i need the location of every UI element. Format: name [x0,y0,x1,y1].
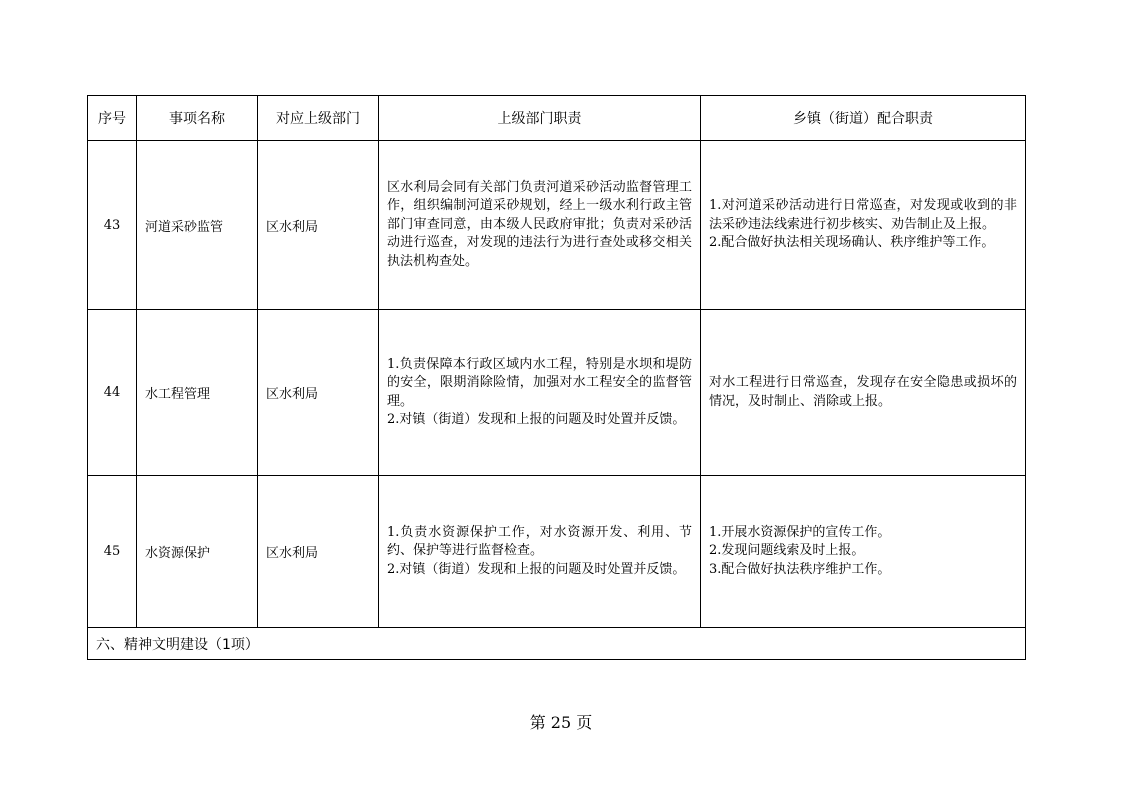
item-name: 河道采砂监管 [137,141,258,310]
section-row [88,628,1026,660]
town-duty-cell [701,476,1026,628]
dept-duty-text: 区水利局会同有关部门负责河道采砂活动监督管理工作，组织编制河道采砂规划，经上一级水利行政主管部门审查同意，由本级人民政府审批；负责对采砂活动进行巡查，对发现的违法行为进行查处或移交相关执法机构查处。 [387,179,692,269]
town-duty-cell [701,310,1026,476]
dept-duty-cell [379,141,701,310]
town-duty-text: 对水工程进行日常巡查，发现存在安全隐患或损坏的情况，及时制止、消除或上报。 [709,375,1017,409]
section-heading: 六、精神文明建设（1项） [88,628,1026,660]
header-name: 事项名称 [137,96,258,141]
town-duty-cell [701,141,1026,310]
dept-duty-cell [379,476,701,628]
table-row [88,310,1026,476]
page-number: 第 25 页 [529,713,593,732]
table-row [88,141,1026,310]
dept-duty-text: 1.负责保障本行政区域内水工程，特别是水坝和堤防的安全，限期消除险情，加强对水工程安全的监督管理。 2.对镇（街道）发现和上报的问题及时处置并反馈。 [387,356,692,427]
row-number: 43 [88,141,137,310]
department: 区水利局 [258,476,379,628]
row-number: 44 [88,310,137,476]
duty-table [87,95,1026,660]
dept-duty-cell [379,310,701,476]
table-header-row [88,96,1026,141]
town-duty-text: 1.开展水资源保护的宣传工作。 2.发现问题线索及时上报。 3.配合做好执法秩序维护工作。 [709,524,891,577]
department: 区水利局 [258,310,379,476]
row-number: 45 [88,476,137,628]
item-name: 水资源保护 [137,476,258,628]
dept-duty-text: 1.负责水资源保护工作，对水资源开发、利用、节约、保护等进行监督检查。 2.对镇（街道）发现和上报的问题及时处置并反馈。 [387,524,692,577]
town-duty-text: 1.对河道采砂活动进行日常巡查，对发现或收到的非法采砂违法线索进行初步核实、劝告制止及上报。 2.配合做好执法相关现场确认、秩序维护等工作。 [709,198,1017,251]
item-name: 水工程管理 [137,310,258,476]
table-row [88,476,1026,628]
header-no: 序号 [88,96,137,141]
header-dept-duty: 上级部门职责 [379,96,701,141]
header-town-duty: 乡镇（街道）配合职责 [701,96,1026,141]
department: 区水利局 [258,141,379,310]
header-dept: 对应上级部门 [258,96,379,141]
